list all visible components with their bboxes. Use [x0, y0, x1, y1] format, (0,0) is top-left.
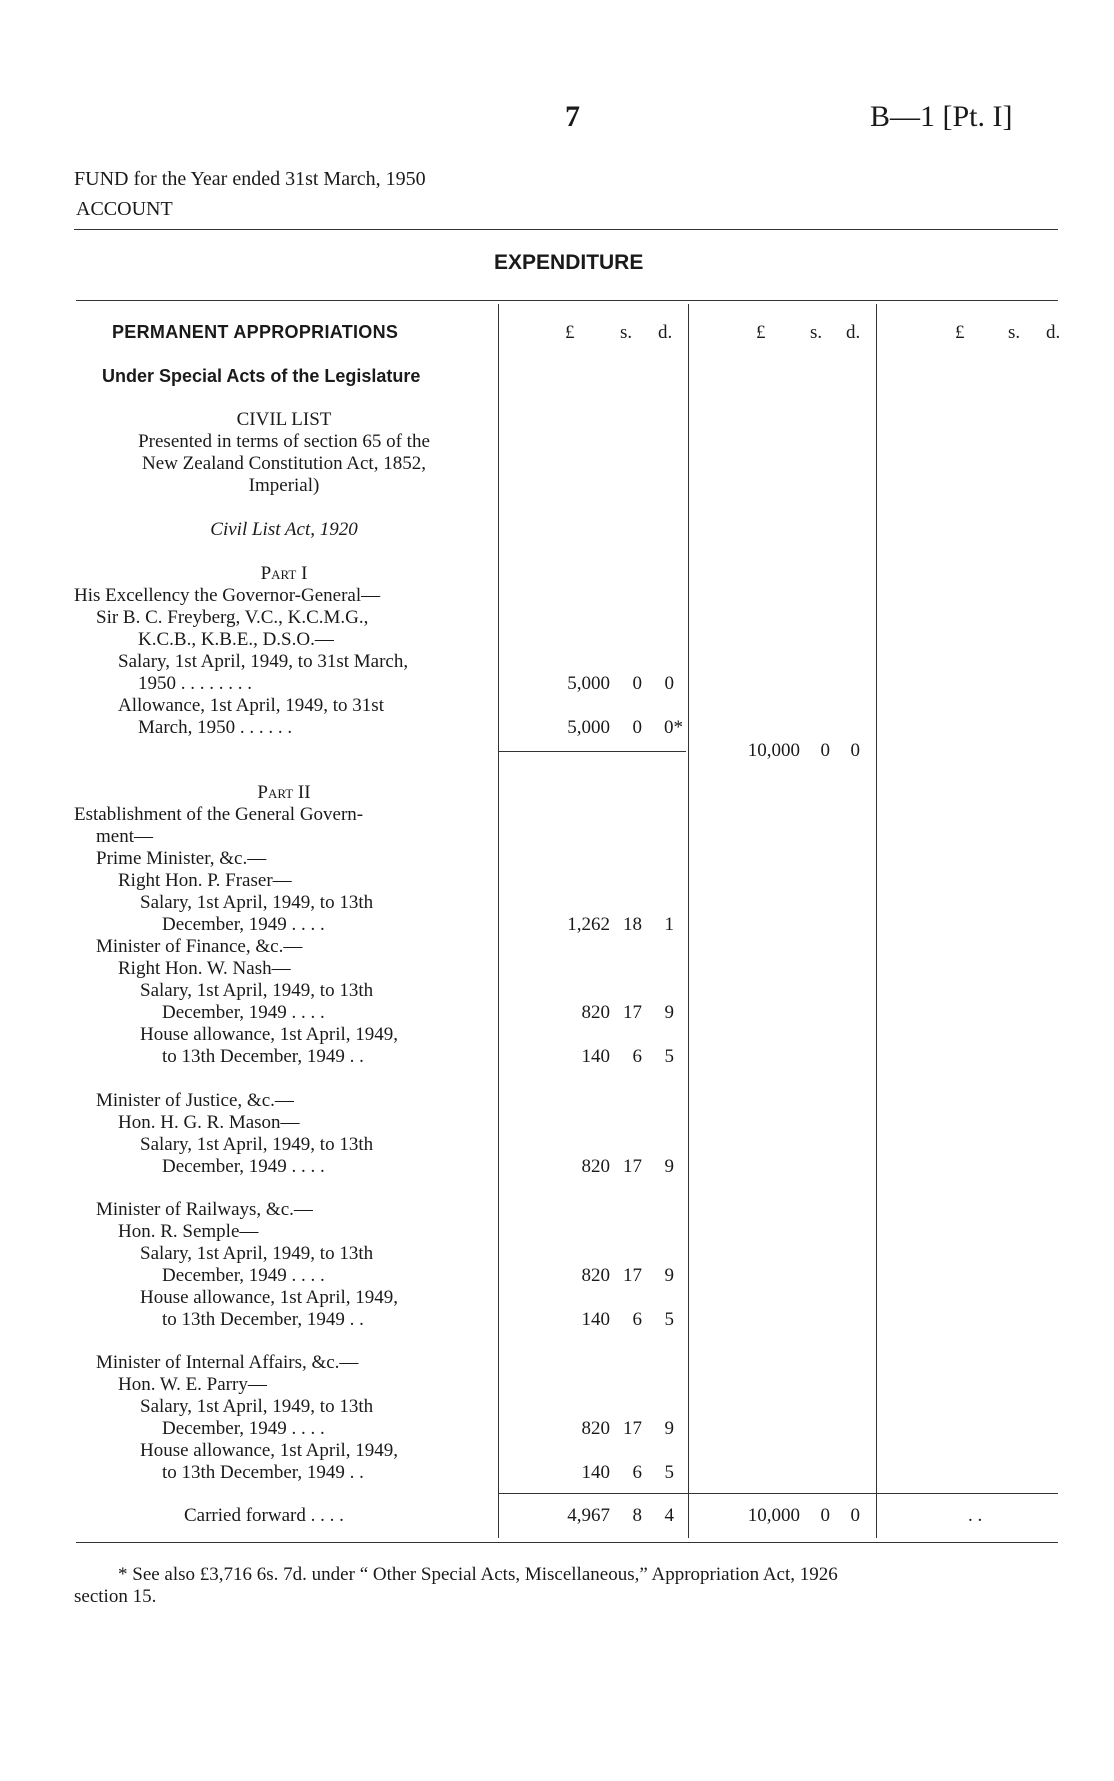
gg-allowance-shillings: 0	[632, 717, 642, 738]
part-2-line: December, 1949 . . . .	[162, 1156, 325, 1177]
part-1-line: His Excellency the Governor-General—	[74, 585, 381, 606]
part-2-line: Hon. R. Semple—	[118, 1221, 259, 1242]
gg-allowance-pence: 0*	[664, 717, 683, 738]
part-1-total-pence: 0	[850, 740, 860, 761]
part-2-line: December, 1949 . . . .	[162, 1418, 325, 1439]
part-2-line: Minister of Finance, &c.—	[96, 936, 303, 957]
parry-house-pounds: 140	[581, 1462, 610, 1483]
part-1-title: Part I	[260, 563, 308, 584]
carried-forward-col2-shillings: 0	[820, 1505, 830, 1526]
part-2-line: Prime Minister, &c.—	[96, 848, 267, 869]
part-1-line: Sir B. C. Freyberg, V.C., K.C.M.G.,	[96, 607, 369, 628]
gg-salary-pence: 0	[664, 673, 674, 694]
gg-salary-shillings: 0	[632, 673, 642, 694]
civil-list-title: CIVIL LIST	[236, 409, 332, 430]
part-2-line: Establishment of the General Govern-	[74, 804, 364, 825]
nash-salary-pence: 9	[664, 1002, 674, 1023]
part-2-line: Right Hon. W. Nash—	[118, 958, 291, 979]
part-1-line: Allowance, 1st April, 1949, to 31st	[118, 695, 384, 716]
col2-shilling-header: s.	[810, 322, 823, 343]
part-2-line: to 13th December, 1949 . .	[162, 1046, 364, 1067]
gg-allowance-pounds: 5,000	[567, 717, 610, 738]
civil-list-act: Civil List Act, 1920	[210, 519, 358, 540]
mason-salary-pounds: 820	[581, 1156, 610, 1177]
col3-pound-header: £	[955, 322, 965, 343]
semple-house-pence: 5	[664, 1309, 674, 1330]
part-1-line: 1950 . . . . . . . .	[138, 673, 252, 694]
civil-list-desc-line: New Zealand Constitution Act, 1852,	[142, 453, 426, 474]
part-2-line: Hon. H. G. R. Mason—	[118, 1112, 300, 1133]
nash-salary-pounds: 820	[581, 1002, 610, 1023]
part-2-line: to 13th December, 1949 . .	[162, 1309, 364, 1330]
parry-salary-pounds: 820	[581, 1418, 610, 1439]
nash-house-pence: 5	[664, 1046, 674, 1067]
carried-forward-label: Carried forward . . . .	[184, 1505, 344, 1526]
header-line-1: FUND for the Year ended 31st March, 1950	[74, 168, 426, 190]
header-line-2: ACCOUNT	[76, 198, 173, 220]
part-2-line: to 13th December, 1949 . .	[162, 1462, 364, 1483]
col3-shilling-header: s.	[1008, 322, 1021, 343]
part-1-total-pounds: 10,000	[747, 740, 800, 761]
part-2-line: Minister of Railways, &c.—	[96, 1199, 313, 1220]
col2-pound-header: £	[756, 322, 766, 343]
semple-salary-pence: 9	[664, 1265, 674, 1286]
carried-forward-col2-pounds: 10,000	[747, 1505, 800, 1526]
footnote-line-1: * See also £3,716 6s. 7d. under “ Other Special Acts, Miscellaneous,” Appropriation Act, 1926	[118, 1564, 838, 1585]
column-rule-2	[688, 304, 689, 1538]
part-2-line: December, 1949 . . . .	[162, 1265, 325, 1286]
nash-house-shillings: 6	[632, 1046, 642, 1067]
semple-salary-shillings: 17	[623, 1265, 642, 1286]
part-1-total-shillings: 0	[820, 740, 830, 761]
part-2-line: December, 1949 . . . .	[162, 914, 325, 935]
gg-salary-pounds: 5,000	[567, 673, 610, 694]
part-2-line: Hon. W. E. Parry—	[118, 1374, 267, 1395]
semple-salary-pounds: 820	[581, 1265, 610, 1286]
part-2-line: Right Hon. P. Fraser—	[118, 870, 292, 891]
part-2-line: Salary, 1st April, 1949, to 13th	[140, 1243, 374, 1264]
fraser-salary-pounds: 1,262	[567, 914, 610, 935]
carried-forward-col1-pounds: 4,967	[567, 1505, 610, 1526]
parry-house-shillings: 6	[632, 1462, 642, 1483]
table-top-rule	[76, 300, 1058, 301]
part-2-line: House allowance, 1st April, 1949,	[140, 1024, 399, 1045]
part-1-line: March, 1950 . . . . . .	[138, 717, 293, 738]
special-acts-subheading: Under Special Acts of the Legislature	[102, 366, 421, 386]
part-1-subtotal-rule	[498, 751, 686, 752]
part-1-line: Salary, 1st April, 1949, to 31st March,	[118, 651, 409, 672]
part-2-line: ment—	[96, 826, 153, 847]
fraser-salary-shillings: 18	[623, 914, 642, 935]
col2-pence-header: d.	[846, 322, 861, 343]
page-number: 7	[565, 100, 580, 133]
nash-salary-shillings: 17	[623, 1002, 642, 1023]
nash-house-pounds: 140	[581, 1046, 610, 1067]
part-2-line: House allowance, 1st April, 1949,	[140, 1287, 399, 1308]
carried-forward-col1-pence: 4	[664, 1505, 674, 1526]
mason-salary-pence: 9	[664, 1156, 674, 1177]
part-2-line: Salary, 1st April, 1949, to 13th	[140, 1396, 374, 1417]
carried-forward-col2-pence: 0	[850, 1505, 860, 1526]
part-2-line: Salary, 1st April, 1949, to 13th	[140, 1134, 374, 1155]
col3-pence-header: d.	[1046, 322, 1061, 343]
part-2-line: Minister of Internal Affairs, &c.—	[96, 1352, 359, 1373]
col1-pound-header: £	[565, 322, 575, 343]
col1-shilling-header: s.	[620, 322, 633, 343]
part-1-line: K.C.B., K.B.E., D.S.O.—	[138, 629, 334, 650]
col1-pence-header: d.	[658, 322, 673, 343]
carried-forward-top-rule	[498, 1493, 1058, 1494]
permanent-appropriations-heading: PERMANENT APPROPRIATIONS	[112, 322, 399, 342]
civil-list-desc-line: Presented in terms of section 65 of the	[138, 431, 430, 452]
parry-salary-shillings: 17	[623, 1418, 642, 1439]
semple-house-shillings: 6	[632, 1309, 642, 1330]
parry-house-pence: 5	[664, 1462, 674, 1483]
header-rule	[74, 229, 1058, 230]
parry-salary-pence: 9	[664, 1418, 674, 1439]
fraser-salary-pence: 1	[664, 914, 674, 935]
civil-list-desc-line: Imperial)	[248, 475, 320, 496]
footnote-line-2: section 15.	[74, 1586, 157, 1607]
part-2-line: House allowance, 1st April, 1949,	[140, 1440, 399, 1461]
column-rule-3	[876, 304, 877, 1538]
part-2-line: Minister of Justice, &c.—	[96, 1090, 294, 1111]
semple-house-pounds: 140	[581, 1309, 610, 1330]
mason-salary-shillings: 17	[623, 1156, 642, 1177]
section-title: EXPENDITURE	[494, 251, 644, 274]
carried-forward-col1-shillings: 8	[632, 1505, 642, 1526]
part-2-line: Salary, 1st April, 1949, to 13th	[140, 892, 374, 913]
column-rule-1	[498, 304, 499, 1538]
part-2-line: Salary, 1st April, 1949, to 13th	[140, 980, 374, 1001]
table-bottom-rule	[76, 1542, 1058, 1543]
carried-forward-col3: . .	[968, 1505, 983, 1526]
part-2-title: Part II	[257, 782, 311, 803]
part-2-line: December, 1949 . . . .	[162, 1002, 325, 1023]
page-reference: B—1 [Pt. I]	[870, 100, 1013, 133]
